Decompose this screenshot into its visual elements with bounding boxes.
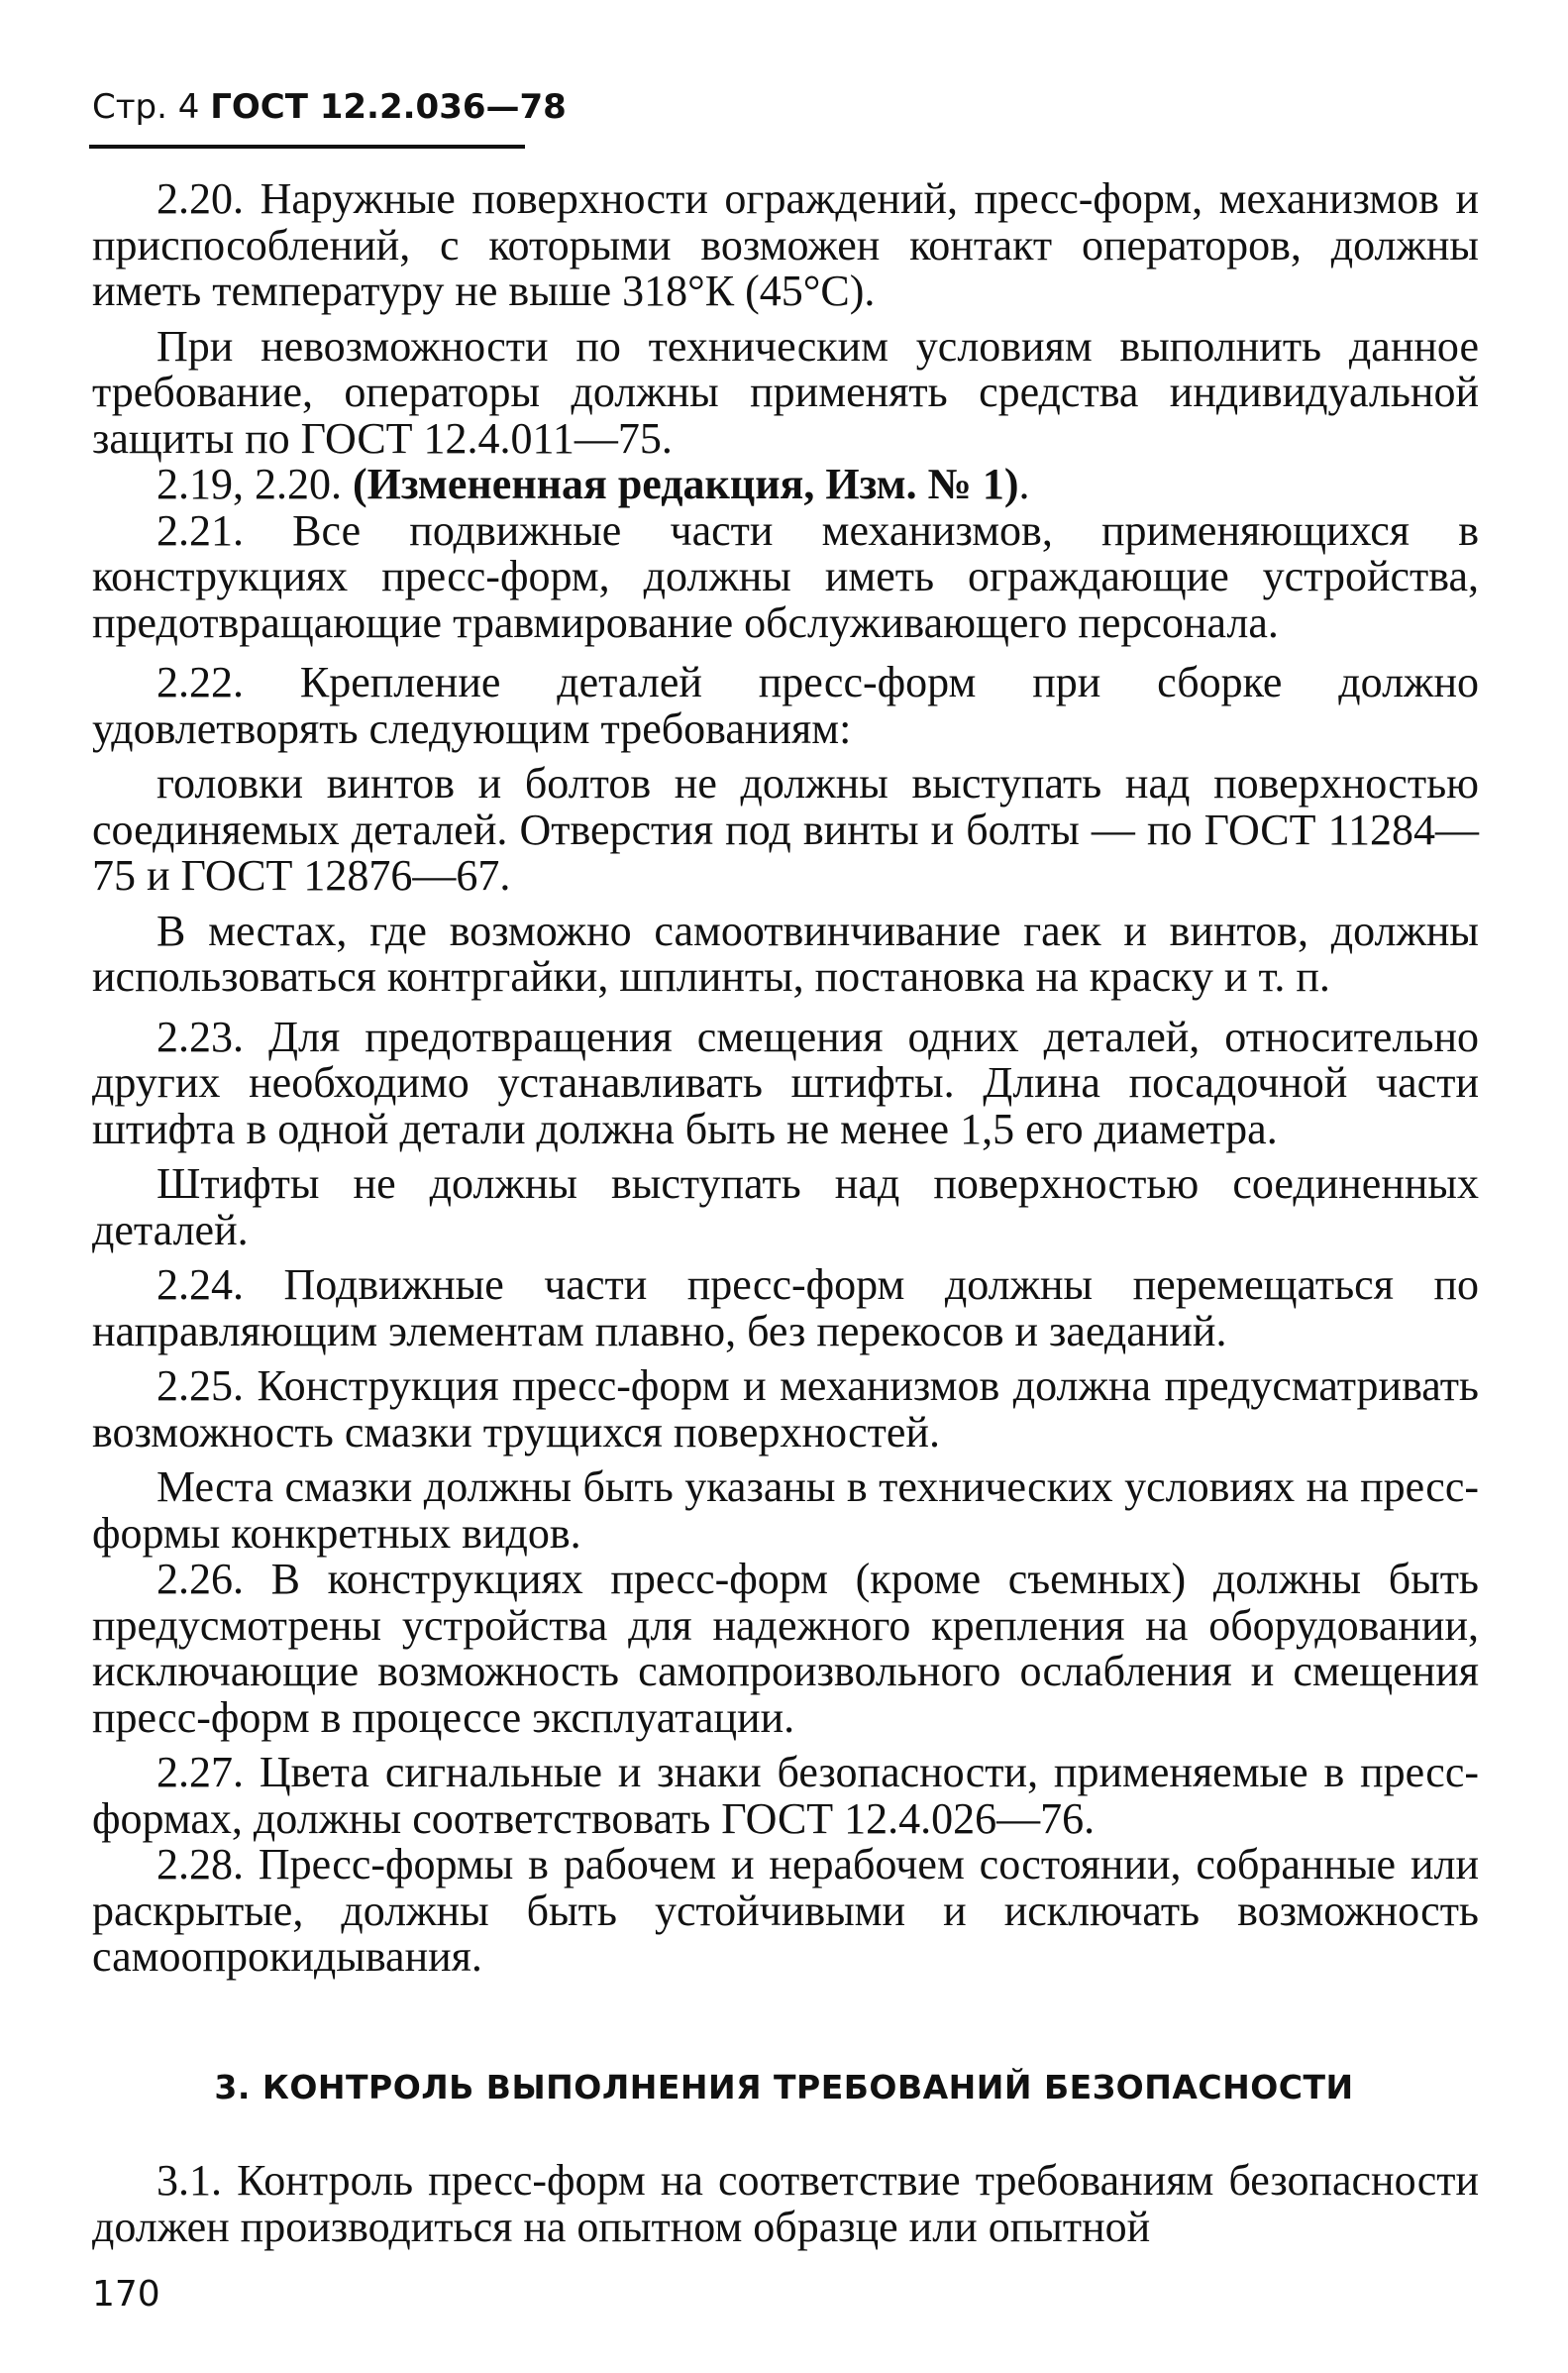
header-page-ref: Стр. 4	[92, 87, 200, 127]
revision-note-end: .	[1018, 460, 1030, 508]
revision-note-items: 2.19, 2.20.	[157, 460, 353, 508]
paragraph-2-22-locknuts: В местах, где возможно самоотвинчивание гаек и винтов, должны использоваться контргайки, шплинты, постановка на краску и т. п.	[92, 906, 1479, 1001]
paragraph-2-22-screws: головки винтов и болтов не должны выступать над поверхностью соединяемых деталей. Отверстия под винты и болты — по ГОСТ 11284—75 и ГОСТ 12876—67.	[92, 759, 1479, 900]
paragraph-2-23-pins: Штифты не должны выступать над поверхностью соединенных деталей.	[92, 1159, 1479, 1254]
paragraph-2-27: 2.27. Цвета сигнальные и знаки безопасности, применяемые в пресс-формах, должны соответствовать ГОСТ 12.4.026—76.	[92, 1748, 1479, 1843]
header-rule	[89, 145, 525, 149]
paragraph-2-20-continuation: При невозможности по техническим условиям выполнить данное требование, операторы должны применять средства индивидуальной защиты по ГОСТ 12.4.011—75.	[92, 321, 1479, 463]
paragraph-2-21: 2.21. Все подвижные части механизмов, применяющихся в конструкциях пресс-форм, должны иметь ограждающие устройства, предотвращающие травмирование обслуживающего персонала.	[92, 505, 1479, 647]
section-3-title: 3. КОНТРОЛЬ ВЫПОЛНЕНИЯ ТРЕБОВАНИЙ БЕЗОПАСНОСТИ	[214, 2068, 1354, 2106]
paragraph-2-25: 2.25. Конструкция пресс-форм и механизмов должна предусматривать возможность смазки трущихся поверхностей.	[92, 1361, 1479, 1456]
paragraph-revision-note	[92, 462, 1479, 508]
section-3-text	[92, 2158, 1479, 2250]
paragraph-2-24: 2.24. Подвижные части пресс-форм должны перемещаться по направляющим элементам плавно, без перекосов и заеданий.	[92, 1260, 1479, 1355]
page-number: 170	[92, 2274, 160, 2315]
header-standard-number: ГОСТ 12.2.036—78	[210, 87, 567, 127]
page-header	[92, 87, 567, 127]
paragraph-2-25-lubrication: Места смазки должны быть указаны в технических условиях на пресс-формы конкретных видов.	[92, 1462, 1479, 1558]
body-text	[92, 176, 1479, 1981]
paragraph-2-23: 2.23. Для предотвращения смещения одних деталей, относительно других необходимо устанавливать штифты. Длина посадочной части штифта в одной детали должна быть не менее 1,5 его диаметра.	[92, 1012, 1479, 1153]
paragraph-2-20: 2.20. Наружные поверхности ограждений, пресс-форм, механизмов и приспособлений, с которыми возможен контакт операторов, должны иметь температуру не выше 318°К (45°С).	[92, 174, 1479, 315]
paragraph-2-28: 2.28. Пресс-формы в рабочем и нерабочем состоянии, собранные или раскрытые, должны быть устойчивыми и исключать возможность самоопрокидывания.	[92, 1840, 1479, 1981]
paragraph-2-22: 2.22. Крепление деталей пресс-форм при сборке должно удовлетворять следующим требованиям:	[92, 658, 1479, 753]
paragraph-2-26: 2.26. В конструкциях пресс-форм (кроме съемных) должны быть предусмотрены устройства для надежного крепления на оборудовании, исключающие возможность самопроизвольного ослабления и смещения пресс-форм в процессе эксплуатации.	[92, 1555, 1479, 1742]
revision-note-label: (Измененная редакция, Изм. № 1)	[353, 460, 1019, 508]
paragraph-3-1: 3.1. Контроль пресс-форм на соответствие требованиям безопасности должен производиться на опытном образце или опытной	[92, 2156, 1479, 2251]
